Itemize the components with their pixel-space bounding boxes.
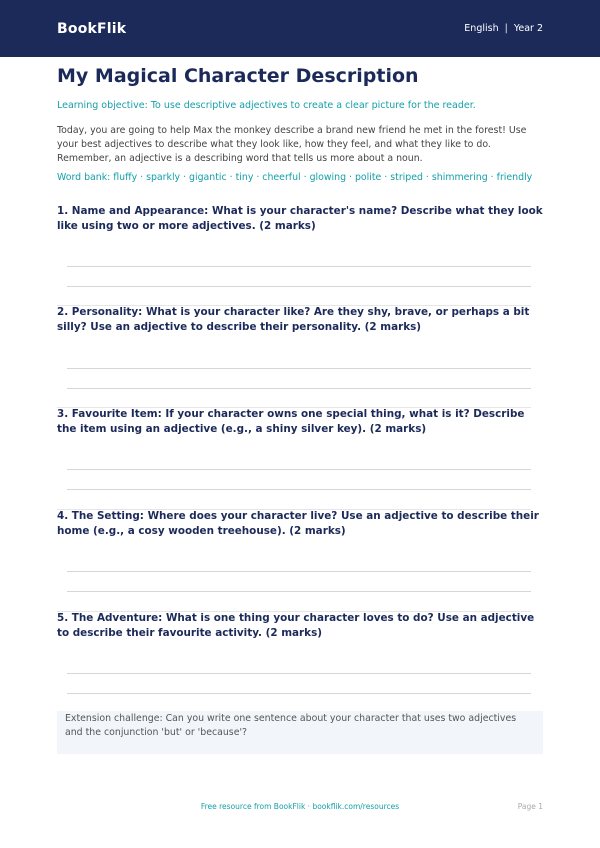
subject-label: English (464, 23, 499, 34)
meta-separator: | (504, 23, 508, 34)
page-title: My Magical Character Description (57, 65, 419, 87)
question-2 (57, 305, 543, 335)
brand-logo: BookFlik (57, 20, 127, 37)
year-label: Year 2 (513, 23, 543, 34)
question-text: 2. Personality: What is your character like? Are they shy, brave, or perhaps a bit silly? Use an adjective to describe their personality. (2 marks) (57, 306, 530, 333)
answer-line[interactable] (67, 571, 531, 572)
question-4 (57, 509, 543, 539)
learning-objective: Learning objective: To use descriptive adjectives to create a clear picture for the reader. (57, 100, 476, 111)
answer-line[interactable] (67, 286, 531, 287)
question-text: 1. Name and Appearance: What is your character's name? Describe what they look like using two or more adjectives. (2 marks) (57, 205, 543, 232)
question-text: 4. The Setting: Where does your character live? Use an adjective to describe their home (e.g., a cosy wooden treehouse). (2 marks) (57, 510, 539, 537)
answer-line[interactable] (67, 469, 531, 470)
question-3 (57, 407, 543, 437)
answer-line[interactable] (67, 266, 531, 267)
question-text: 5. The Adventure: What is one thing your character loves to do? Use an adjective to describe their favourite activity. (2 marks) (57, 612, 535, 639)
question-5 (57, 611, 543, 641)
question-1 (57, 204, 543, 234)
intro-paragraph: Today, you are going to help Max the monkey describe a brand new friend he met in the forest! Use your best adjectives to describe what they look like, how they feel, and what they like to do. Remember, an adjective is a describing word that tells us more about a noun. (57, 125, 527, 164)
word-bank: Word bank: fluffy · sparkly · gigantic · tiny · cheerful · glowing · polite · striped · shimmering · friendly (57, 172, 533, 183)
page-number: Page 1 (517, 802, 543, 811)
answer-line[interactable] (67, 489, 531, 490)
answer-line[interactable] (67, 388, 531, 389)
answer-line[interactable] (67, 591, 531, 592)
question-text: 3. Favourite Item: If your character owns one special thing, what is it? Describe the item using an adjective (e.g., a shiny silver key). (2 marks) (57, 408, 525, 435)
answer-line[interactable] (67, 693, 531, 694)
page-header (0, 0, 600, 57)
footer-credit: Free resource from BookFlik · bookflik.com/resources (200, 802, 400, 811)
header-meta (464, 23, 543, 34)
answer-line[interactable] (67, 673, 531, 674)
answer-line[interactable] (67, 368, 531, 369)
extension-challenge: Extension challenge: Can you write one sentence about your character that uses two adjectives and the conjunction 'but' or 'because'? (57, 711, 543, 754)
